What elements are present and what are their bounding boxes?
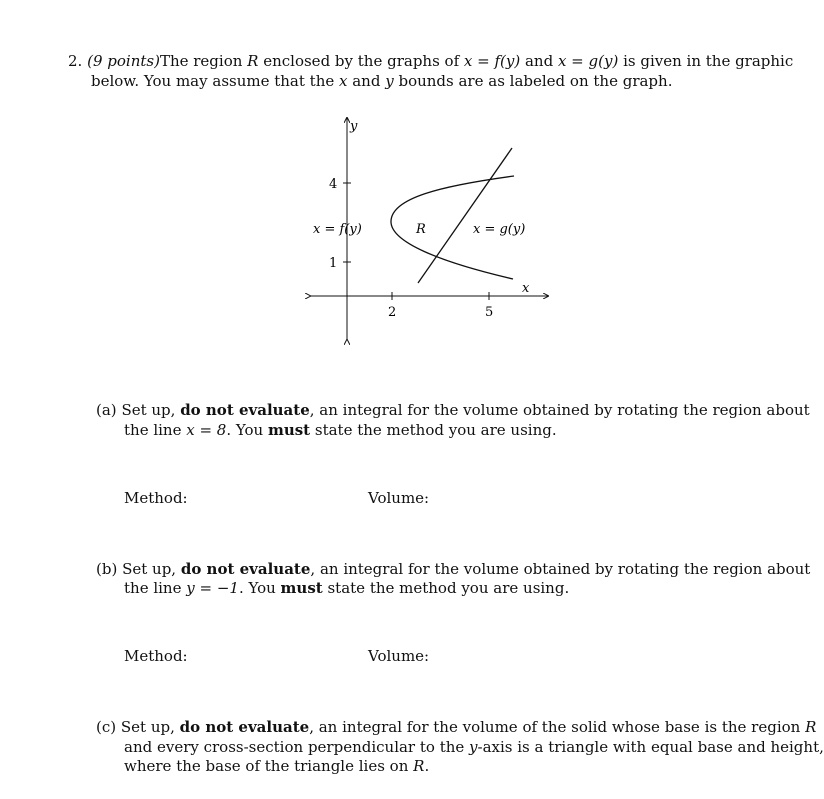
part-b-text: state the method you are using. bbox=[322, 579, 570, 597]
problem-line-2 bbox=[91, 72, 672, 91]
region-label: R bbox=[416, 222, 426, 237]
part-c-bold: do not evaluate bbox=[179, 718, 310, 736]
part-b-volume-label: Volume: bbox=[368, 647, 430, 665]
y-axis-label: y bbox=[350, 119, 358, 134]
y-tick-1-label: 1 bbox=[329, 256, 338, 271]
variable-x: x bbox=[339, 72, 348, 90]
problem-points: (9 points) bbox=[87, 52, 160, 70]
variable-y: y bbox=[469, 738, 478, 756]
part-b-text: . You bbox=[238, 579, 281, 597]
part-a-text: state the method you are using. bbox=[310, 421, 557, 439]
part-c-line-2 bbox=[124, 738, 824, 757]
x-tick-5-label: 5 bbox=[485, 305, 494, 320]
part-b-bold: do not evaluate bbox=[180, 560, 311, 578]
part-a-line-2 bbox=[124, 421, 557, 440]
x-axis-label: x bbox=[522, 281, 530, 296]
equation-g: x = g(y) bbox=[557, 52, 619, 70]
f-label: x = f(y) bbox=[313, 222, 362, 237]
problem-text: The region bbox=[159, 52, 248, 70]
part-a-text: Set up, bbox=[121, 401, 181, 419]
part-c-line-3 bbox=[124, 757, 429, 776]
part-b-text: Set up, bbox=[122, 560, 181, 578]
problem-text: enclosed by the graphs of bbox=[258, 52, 464, 70]
part-a-bold: must bbox=[267, 421, 311, 439]
problem-text: is given in the graphic bbox=[618, 52, 794, 70]
part-a-text: the line bbox=[124, 421, 187, 439]
variable-y: y bbox=[385, 72, 394, 90]
part-a-text: , an integral for the volume obtained by rotating the region about bbox=[309, 401, 810, 419]
part-b-equation: y = −1 bbox=[186, 579, 239, 597]
region-symbol: R bbox=[413, 757, 425, 775]
part-b-method-label: Method: bbox=[124, 647, 188, 665]
region-graph bbox=[300, 110, 560, 350]
part-c-line-1 bbox=[96, 718, 816, 737]
problem-line-1 bbox=[68, 52, 793, 71]
equation-f: x = f(y) bbox=[463, 52, 521, 70]
problem-text: below. You may assume that the bbox=[91, 72, 339, 90]
problem-text: bounds are as labeled on the graph. bbox=[393, 72, 673, 90]
part-b-text: , an integral for the volume obtained by rotating the region about bbox=[310, 560, 811, 578]
x-tick-2-label: 2 bbox=[388, 305, 397, 320]
g-label: x = g(y) bbox=[473, 222, 526, 237]
part-a-equation: x = 8 bbox=[186, 421, 227, 439]
part-a-text: . You bbox=[226, 421, 268, 439]
part-c-text: and every cross-section perpendicular to the bbox=[124, 738, 470, 756]
part-a-volume-label: Volume: bbox=[368, 489, 430, 507]
problem-number: 2. bbox=[68, 52, 83, 70]
part-a-label: (a) bbox=[96, 401, 117, 419]
part-b-bold: must bbox=[280, 579, 323, 597]
region-symbol: R bbox=[805, 718, 817, 736]
part-c-text: Set up, bbox=[120, 718, 180, 736]
part-a-line-1 bbox=[96, 401, 810, 420]
part-c-text: -axis is a triangle with equal base and height, bbox=[477, 738, 824, 756]
part-b-text: the line bbox=[124, 579, 187, 597]
part-c-label: (c) bbox=[96, 718, 117, 736]
part-b-label: (b) bbox=[96, 560, 118, 578]
y-tick-4-label: 4 bbox=[329, 177, 338, 192]
problem-text: and bbox=[520, 52, 558, 70]
part-c-text: where the base of the triangle lies on bbox=[124, 757, 414, 775]
part-a-method-label: Method: bbox=[124, 489, 188, 507]
region-symbol: R bbox=[247, 52, 259, 70]
part-a-bold: do not evaluate bbox=[180, 401, 310, 419]
problem-text: and bbox=[347, 72, 386, 90]
part-c-text: . bbox=[424, 757, 430, 775]
part-c-text: , an integral for the volume of the solid whose base is the region bbox=[309, 718, 806, 736]
part-b-line-2 bbox=[124, 579, 569, 598]
part-b-line-1 bbox=[96, 560, 810, 579]
line-g bbox=[418, 148, 512, 283]
